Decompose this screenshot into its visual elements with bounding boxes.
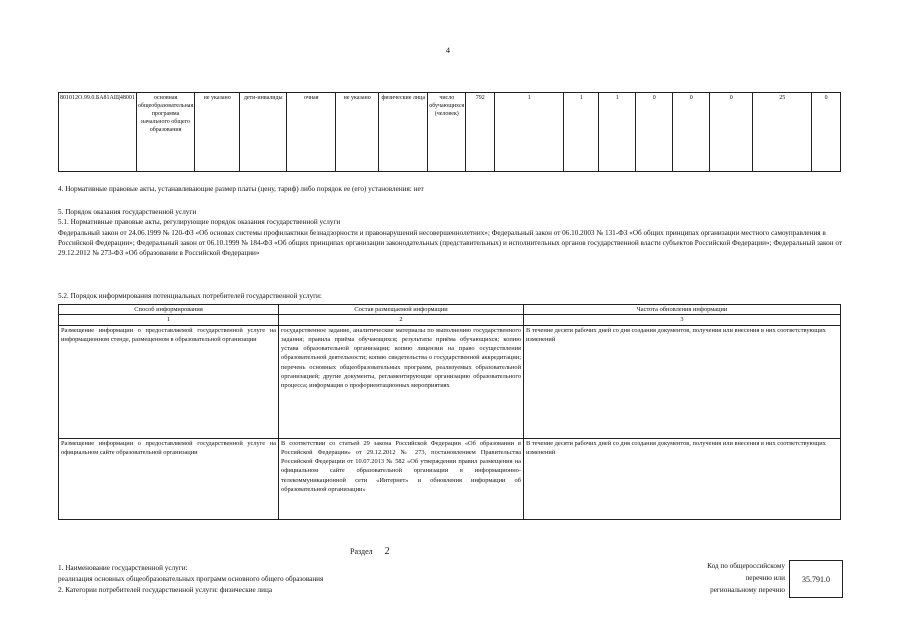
column-number: 1 <box>59 315 279 325</box>
info-content: государственное задание, аналитические материалы по выполнению государственного задания; правила приёма обучающихся; результаты приёма обучающихся; копию устава образовательной организации; копию лицензии на право осуществления образовательной деятельности; копию свидетельства о государственной аккредитации; перечень основных общеобразовательных программ, реализуемых образовательной организацией; другие документы, регламентирующие организацию образовательного процесса; информация о профориентационных мероприятиях <box>279 325 524 438</box>
table-cell: 801012О.99.0.БА81АЩ48001 <box>59 93 137 172</box>
code-value-box: 35.791.0 <box>789 560 843 598</box>
section-heading <box>350 546 390 557</box>
table-cell: число обучающихся (человек) <box>428 93 466 172</box>
column-number: 2 <box>279 315 524 325</box>
info-method: Размещение информации о предоставляемой государственной услуге на информационном стенде, размещенном в образовательной организации <box>59 325 279 438</box>
table-cell: физические лица <box>379 93 428 172</box>
service-name: реализация основных общеобразовательных программ основного общего образования <box>58 575 324 583</box>
table-cell: 0 <box>812 93 841 172</box>
column-header: Способ информирования <box>59 305 279 315</box>
table-row <box>59 438 841 519</box>
table-cell: 1 <box>564 93 599 172</box>
info-table <box>58 304 841 520</box>
section-5-2-title: 5.2. Порядок информирования потенциальных потребителей государственной услуги: <box>58 292 322 300</box>
table-cell: 25 <box>753 93 812 172</box>
code-label <box>645 560 785 596</box>
section-5-title: 5. Порядок оказания государственной услуги <box>58 208 197 216</box>
table-cell: очная <box>287 93 336 172</box>
page-number: 4 <box>446 46 450 55</box>
table-cell: не указано <box>195 93 240 172</box>
table-header-row <box>59 305 841 315</box>
table-cell: дети-инвалиды <box>240 93 287 172</box>
column-header: Состав размещаемой информации <box>279 305 524 315</box>
code-label-line: региональному перечню <box>710 586 785 594</box>
table-cell: 792 <box>466 93 495 172</box>
section-5-1-title: 5.1. Нормативные правовые акты, регулирующие порядок оказания государственной услуги <box>58 218 341 226</box>
info-frequency: В течение десяти рабочих дней со дня создания документов, получения или внесения в них соответствующих изменений <box>524 325 841 438</box>
table-cell: не указано <box>336 93 379 172</box>
column-number: 3 <box>524 315 841 325</box>
code-label-line: Код по общероссийскому <box>707 562 785 570</box>
table-row <box>59 325 841 438</box>
section-4-text: 4. Нормативные правовые акты, устанавливающие размер платы (цену, тариф) либо порядок ее (его) установления: нет <box>58 185 424 193</box>
service-name-label: 1. Наименование государственной услуги: <box>58 564 188 572</box>
table-cell: 0 <box>636 93 673 172</box>
info-content: В соответствии со статьей 29 закона Российской Федерации «Об образовании в Российской Федерации» от 29.12.2012 № 273, постановлением Правительства Российской Федерации от 10.07.2013 № 582 «Об утверждении правил размещения на официальном сайте образовательной организации в информационно-телекоммуникационной сети «Интернет» и обновления информации об образовательной организации» <box>279 438 524 519</box>
table-number-row <box>59 315 841 325</box>
info-frequency: В течение десяти рабочих дней со дня создания документов, получения или внесения в них соответствующих изменений <box>524 438 841 519</box>
code-label-line: перечню или <box>745 574 785 582</box>
table-cell: основная общеобразовательная программа начального общего образования <box>136 93 194 172</box>
section-5-1-text: Федеральный закон от 24.06.1999 № 120-ФЗ «Об основах системы профилактики безнадзорности и правонарушений несовершеннолетних»; Федеральный закон от 06.10.2003 № 131-ФЗ «Об общих принципах организации местного самоуправления в Российской Федерации»; Федеральный закон от 06.10.1999 № 184-ФЗ «Об общих принципах организации законодательных (представительных) и исполнительных органов государственной власти субъектов Российской Федерации»; Федеральный закон от 29.12.2012 № 273-ФЗ «Об образовании в Российской Федерации» <box>58 229 843 257</box>
consumers-text: 2. Категории потребителей государственной услуги: физические лица <box>58 586 273 594</box>
table-cell: 1 <box>495 93 564 172</box>
registry-table <box>58 92 841 172</box>
table-cell: 0 <box>673 93 710 172</box>
table-cell: 0 <box>710 93 753 172</box>
section-number: 2 <box>384 546 390 557</box>
column-header: Частота обновления информации <box>524 305 841 315</box>
section-label: Раздел <box>350 547 373 556</box>
table-cell: 1 <box>599 93 636 172</box>
table-row <box>59 93 841 172</box>
info-method: Размещение информации о предоставляемой государственной услуге на официальном сайте образовательной организации <box>59 438 279 519</box>
